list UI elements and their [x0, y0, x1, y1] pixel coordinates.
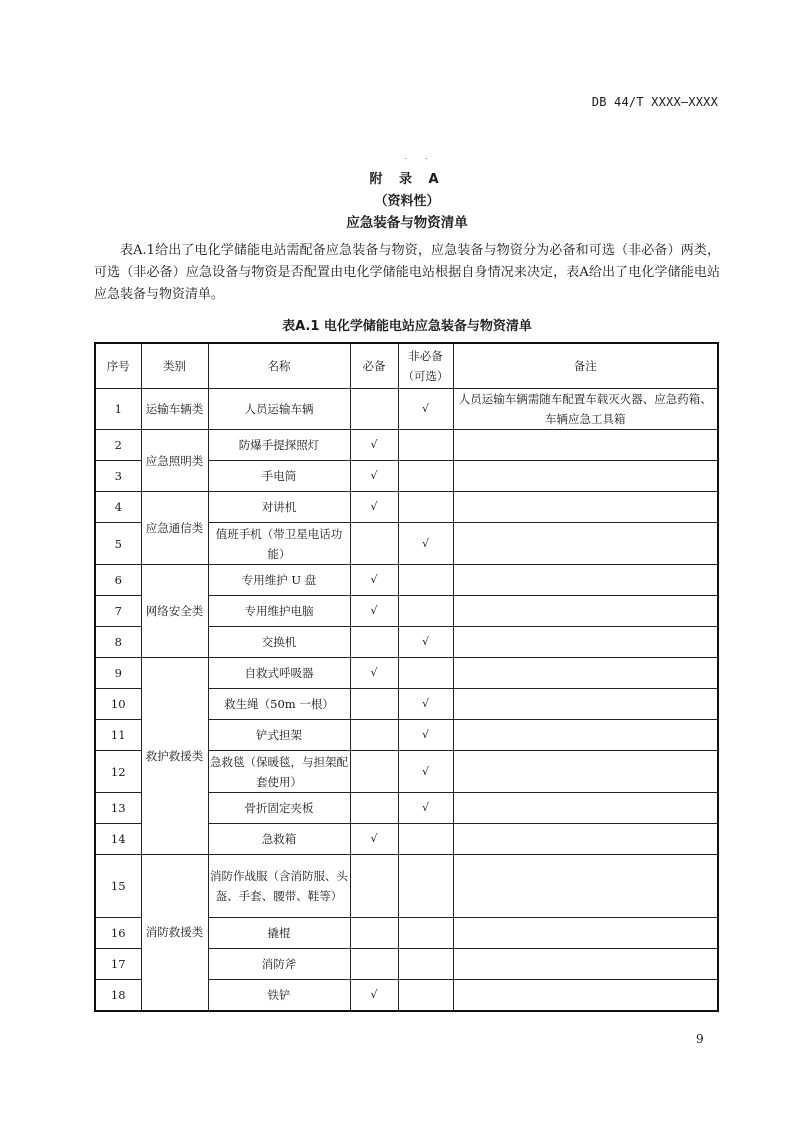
cell-required [350, 627, 398, 658]
cell-remark [453, 430, 718, 461]
cell-optional: √ [398, 523, 453, 565]
cell-remark [453, 720, 718, 751]
cell-remark [453, 793, 718, 824]
table-row [95, 389, 718, 430]
cell-required: √ [350, 658, 398, 689]
table-row [95, 855, 718, 918]
equipment-table [94, 342, 719, 1012]
cell-required: √ [350, 565, 398, 596]
header-category: 类别 [141, 343, 208, 389]
cell-optional [398, 658, 453, 689]
cell-optional [398, 596, 453, 627]
table-header-row [95, 343, 718, 389]
cell-seq: 4 [95, 492, 141, 523]
cell-optional: √ [398, 793, 453, 824]
cell-seq: 17 [95, 949, 141, 980]
header-required: 必备 [350, 343, 398, 389]
table-row [95, 430, 718, 461]
cell-optional [398, 918, 453, 949]
cell-optional [398, 430, 453, 461]
cell-seq: 10 [95, 689, 141, 720]
cell-category: 应急通信类 [141, 492, 208, 565]
cell-name: 对讲机 [208, 492, 350, 523]
cell-optional [398, 492, 453, 523]
header-name: 名称 [208, 343, 350, 389]
cell-required [350, 389, 398, 430]
appendix-nature: （资料性） [374, 194, 440, 209]
cell-category: 救护救援类 [141, 658, 208, 855]
cell-name: 铲式担架 [208, 720, 350, 751]
cell-optional [398, 949, 453, 980]
page-number: 9 [696, 1032, 704, 1046]
cell-required [350, 949, 398, 980]
header-remark: 备注 [453, 343, 718, 389]
cell-remark: 人员运输车辆需随车配置车载灭火器、应急药箱、车辆应急工具箱 [453, 389, 718, 430]
cell-category: 网络安全类 [141, 565, 208, 658]
cell-optional [398, 565, 453, 596]
table-row [95, 658, 718, 689]
cell-name: 骨折固定夹板 [208, 793, 350, 824]
cell-name: 手电筒 [208, 461, 350, 492]
cell-seq: 5 [95, 523, 141, 565]
cell-remark [453, 689, 718, 720]
cell-required: √ [350, 430, 398, 461]
cell-optional: √ [398, 389, 453, 430]
cell-optional: √ [398, 689, 453, 720]
intro-paragraph: 表A.1给出了电化学储能电站需配备应急装备与物资，应急装备与物资分为必备和可选（非必备）两类，可选（非必备）应急设备与物资是否配置由电化学储能电站根据自身情况来决定，表A给出了电化学储能电站应急装备与物资清单。 [94, 243, 720, 302]
cell-remark [453, 824, 718, 855]
appendix-title: 附 录 A [369, 172, 445, 187]
cell-optional [398, 461, 453, 492]
cell-required [350, 855, 398, 918]
cell-required: √ [350, 980, 398, 1011]
cell-category: 消防救援类 [141, 855, 208, 1011]
standard-code: DB 44/T XXXX—XXXX [591, 95, 718, 109]
decorative-dots: . . [404, 152, 436, 161]
table-caption: 表A.1 电化学储能电站应急装备与物资清单 [282, 319, 532, 334]
cell-name: 急救箱 [208, 824, 350, 855]
header-optional [398, 343, 453, 389]
cell-seq: 3 [95, 461, 141, 492]
cell-required: √ [350, 824, 398, 855]
cell-remark [453, 596, 718, 627]
cell-remark [453, 461, 718, 492]
cell-name: 消防作战服（含消防服、头盔、手套、腰带、鞋等） [208, 855, 350, 918]
cell-optional [398, 980, 453, 1011]
cell-seq: 15 [95, 855, 141, 918]
cell-remark [453, 751, 718, 793]
cell-seq: 14 [95, 824, 141, 855]
cell-name: 专用维护 U 盘 [208, 565, 350, 596]
cell-remark [453, 980, 718, 1011]
cell-optional: √ [398, 751, 453, 793]
cell-name: 人员运输车辆 [208, 389, 350, 430]
cell-seq: 8 [95, 627, 141, 658]
cell-name: 值班手机（带卫星电话功能） [208, 523, 350, 565]
cell-required: √ [350, 596, 398, 627]
cell-seq: 12 [95, 751, 141, 793]
cell-remark [453, 627, 718, 658]
cell-name: 自救式呼吸器 [208, 658, 350, 689]
header-seq: 序号 [95, 343, 141, 389]
cell-required [350, 720, 398, 751]
cell-remark [453, 492, 718, 523]
table-row [95, 492, 718, 523]
cell-optional [398, 824, 453, 855]
cell-required [350, 918, 398, 949]
cell-remark [453, 523, 718, 565]
cell-seq: 6 [95, 565, 141, 596]
cell-seq: 13 [95, 793, 141, 824]
appendix-name: 应急装备与物资清单 [346, 215, 468, 231]
table-row [95, 565, 718, 596]
cell-required [350, 689, 398, 720]
header-optional-label: 非必备 （可选） [402, 349, 449, 383]
cell-name: 撬棍 [208, 918, 350, 949]
cell-name: 交换机 [208, 627, 350, 658]
cell-remark [453, 918, 718, 949]
cell-required: √ [350, 492, 398, 523]
cell-seq: 18 [95, 980, 141, 1011]
cell-seq: 2 [95, 430, 141, 461]
cell-remark [453, 565, 718, 596]
cell-remark [453, 855, 718, 918]
cell-name: 专用维护电脑 [208, 596, 350, 627]
cell-remark [453, 949, 718, 980]
cell-seq: 16 [95, 918, 141, 949]
cell-required: √ [350, 461, 398, 492]
cell-optional [398, 855, 453, 918]
cell-required [350, 523, 398, 565]
cell-seq: 11 [95, 720, 141, 751]
cell-seq: 7 [95, 596, 141, 627]
cell-name: 消防斧 [208, 949, 350, 980]
cell-name: 急救毯（保暖毯，与担架配套使用） [208, 751, 350, 793]
cell-category: 运输车辆类 [141, 389, 208, 430]
cell-required [350, 751, 398, 793]
cell-optional: √ [398, 627, 453, 658]
cell-seq: 9 [95, 658, 141, 689]
cell-name: 救生绳（50m 一根） [208, 689, 350, 720]
cell-seq: 1 [95, 389, 141, 430]
cell-remark [453, 658, 718, 689]
cell-name: 铁铲 [208, 980, 350, 1011]
cell-category: 应急照明类 [141, 430, 208, 492]
cell-optional: √ [398, 720, 453, 751]
cell-name: 防爆手提探照灯 [208, 430, 350, 461]
cell-required [350, 793, 398, 824]
